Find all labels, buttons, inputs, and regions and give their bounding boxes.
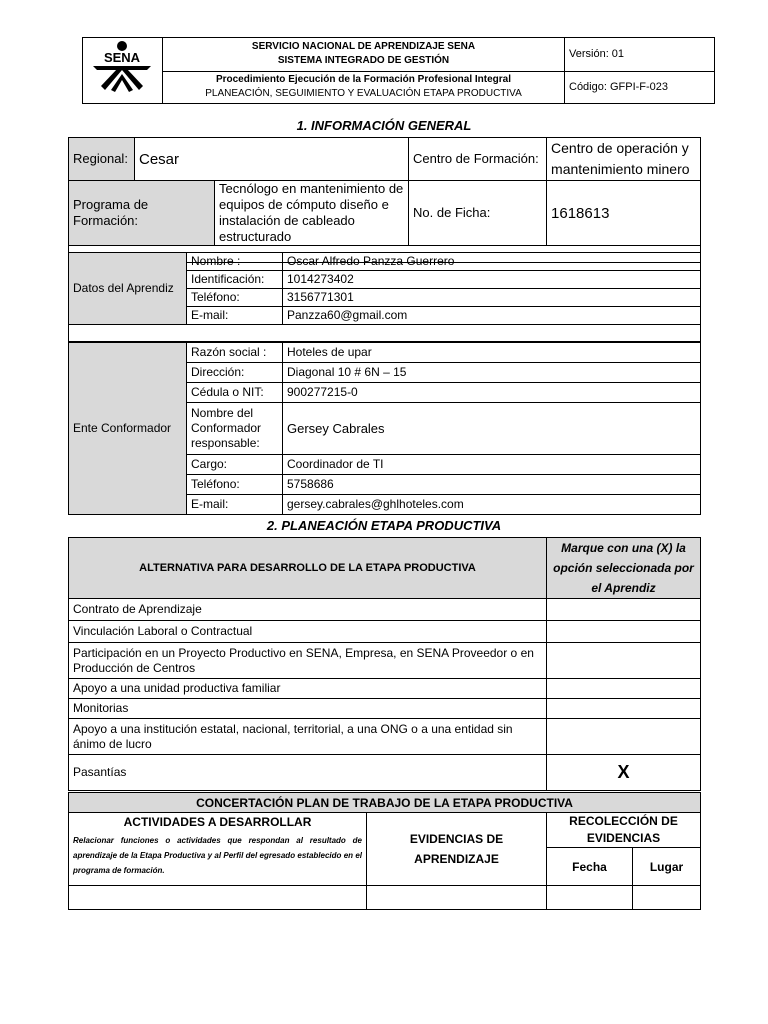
field-value: 5758686	[283, 475, 701, 495]
field-label: Razón social :	[187, 343, 283, 363]
evidences-header: EVIDENCIAS DE APRENDIZAJE	[367, 813, 547, 886]
alternative-mark[interactable]	[547, 621, 701, 643]
field-value: Coordinador de TI	[283, 455, 701, 475]
ente-table	[68, 342, 701, 515]
fecha-header: Fecha	[547, 848, 633, 886]
alternative-row	[69, 621, 701, 643]
field-value: Gersey Cabrales	[283, 403, 701, 455]
field-value: 900277215-0	[283, 383, 701, 403]
header-line1: SERVICIO NACIONAL DE APRENDIZAJE SENA	[251, 41, 476, 53]
sena-logo	[83, 38, 163, 104]
evidence-cell[interactable]	[367, 886, 547, 910]
plan-table	[68, 792, 701, 910]
header-line4: PLANEACIÓN, SEGUIMIENTO Y EVALUACIÓN ETAPA PRODUCTIVA	[205, 88, 522, 100]
activities-title: ACTIVIDADES A DESARROLLAR	[123, 815, 312, 829]
activities-header	[69, 813, 367, 886]
alternative-label: Participación en un Proyecto Productivo en SENA, Empresa, en SENA Proveedor o en Producción de Centros	[69, 643, 547, 679]
alt-col-header: ALTERNATIVA PARA DESARROLLO DE LA ETAPA PRODUCTIVA	[69, 538, 547, 599]
programa-label: Programa de Formación:	[69, 181, 215, 246]
header-titles	[163, 38, 565, 72]
info-row	[69, 343, 701, 363]
alternative-mark[interactable]	[547, 599, 701, 621]
document-header	[82, 37, 715, 104]
field-label: Identificación:	[187, 271, 283, 289]
field-label: Nombre del Conformador responsable:	[187, 403, 283, 455]
group-label: Ente Conformador	[69, 343, 187, 515]
alternative-mark[interactable]	[547, 719, 701, 755]
field-value: Panzza60@gmail.com	[283, 307, 701, 325]
alternative-label: Contrato de Aprendizaje	[69, 599, 547, 621]
section1-title: 1. INFORMACIÓN GENERAL	[296, 118, 472, 133]
general-info-table	[68, 137, 701, 263]
info-row	[69, 253, 701, 271]
field-value: Oscar Alfredo Panzza Guerrero	[283, 253, 701, 271]
aprendiz-table	[68, 252, 701, 342]
field-label: Cédula o NIT:	[187, 383, 283, 403]
regional-label: Regional:	[69, 138, 135, 181]
header-sub	[163, 71, 565, 104]
activities-note: Relacionar funciones o actividades que respondan al resultado de aprendizaje de la Etapa Productiva y al Perfil del egresado establecido en el programa de formación.	[73, 836, 362, 875]
alternative-mark[interactable]	[547, 643, 701, 679]
lugar-cell[interactable]	[633, 886, 701, 910]
collection-header: RECOLECCIÓN DE EVIDENCIAS	[547, 813, 701, 848]
field-value: 3156771301	[283, 289, 701, 307]
group-label: Datos del Aprendiz	[69, 253, 187, 325]
header-line2: SISTEMA INTEGRADO DE GESTIÓN	[277, 55, 450, 67]
field-value: Hoteles de upar	[283, 343, 701, 363]
field-label: E-mail:	[187, 495, 283, 515]
mark-col-header: Marque con una (X) la opción seleccionada por el Aprendiz	[547, 538, 701, 599]
alternative-row	[69, 699, 701, 719]
alternative-mark[interactable]	[547, 699, 701, 719]
alternative-label: Apoyo a una institución estatal, nacional, territorial, a una ONG o a una entidad sin ánimo de lucro	[69, 719, 547, 755]
alternative-label: Pasantías	[69, 755, 547, 791]
header-line3: Procedimiento Ejecución de la Formación Profesional Integral	[215, 74, 512, 86]
section2-title: 2. PLANEACIÓN ETAPA PRODUCTIVA	[266, 518, 502, 533]
field-label: Teléfono:	[187, 289, 283, 307]
field-label: Nombre :	[187, 253, 283, 271]
alternative-row	[69, 599, 701, 621]
centro-label: Centro de Formación:	[409, 138, 547, 181]
activity-cell[interactable]	[69, 886, 367, 910]
ficha-value: 1618613	[547, 181, 701, 246]
alternative-row	[69, 719, 701, 755]
field-label: Teléfono:	[187, 475, 283, 495]
alternative-mark[interactable]	[547, 679, 701, 699]
regional-value: Cesar	[135, 138, 409, 181]
plan-title: CONCERTACIÓN PLAN DE TRABAJO DE LA ETAPA PRODUCTIVA	[69, 793, 701, 813]
sena-logo-icon	[87, 38, 157, 98]
spacer-row	[69, 325, 701, 342]
alternative-row	[69, 643, 701, 679]
alternatives-table	[68, 537, 701, 791]
field-label: Dirección:	[187, 363, 283, 383]
alternative-row	[69, 755, 701, 791]
field-value: 1014273402	[283, 271, 701, 289]
spacer-cell	[69, 325, 701, 342]
alternative-label: Monitorias	[69, 699, 547, 719]
fecha-cell[interactable]	[547, 886, 633, 910]
alternative-label: Vinculación Laboral o Contractual	[69, 621, 547, 643]
field-label: E-mail:	[187, 307, 283, 325]
field-value: Diagonal 10 # 6N – 15	[283, 363, 701, 383]
field-label: Cargo:	[187, 455, 283, 475]
code: Código: GFPI-F-023	[565, 71, 715, 104]
ficha-label: No. de Ficha:	[409, 181, 547, 246]
alternative-label: Apoyo a una unidad productiva familiar	[69, 679, 547, 699]
lugar-header: Lugar	[633, 848, 701, 886]
logo-text: SENA	[103, 50, 141, 65]
alternative-mark[interactable]: X	[547, 755, 701, 791]
programa-value: Tecnólogo en mantenimiento de equipos de cómputo diseño e instalación de cableado estructurado	[215, 181, 409, 246]
version: Versión: 01	[565, 38, 715, 72]
alternative-row	[69, 679, 701, 699]
centro-value: Centro de operación y mantenimiento minero	[547, 138, 701, 181]
field-value: gersey.cabrales@ghlhoteles.com	[283, 495, 701, 515]
